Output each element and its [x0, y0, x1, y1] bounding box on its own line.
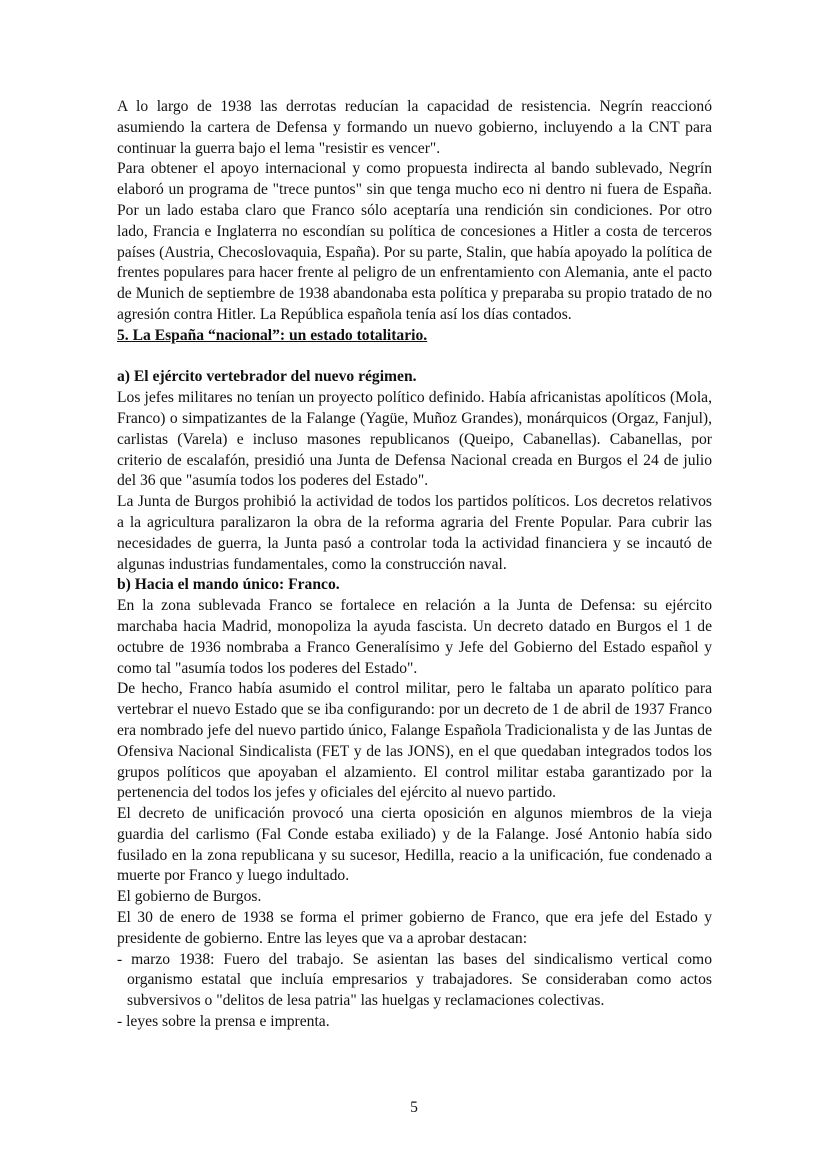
section-spacer — [117, 347, 712, 368]
list-item-fuero-trabajo: - marzo 1938: Fuero del trabajo. Se asientan las bases del sindicalismo vertical como organismo estatal que incluía empresarios y trabajadores. Se consideraban como actos subversivos o "delitos de lesa patria" las huelgas y reclamaciones colectivas. — [117, 950, 712, 1010]
subsection-b-heading: b) Hacia el mando único: Franco. — [117, 576, 340, 594]
list-item-leyes-prensa: - leyes sobre la prensa e imprenta. — [117, 1013, 330, 1031]
paragraph-trece-puntos: Para obtener el apoyo internacional y como propuesta indirecta al bando sublevado, Negrín elaboró un programa de "trece puntos" sin que tenga mucho eco ni dentro ni fuera de España. Por un lado estaba claro que Franco sólo aceptaría una rendición sin condiciones. Por otro lado, Francia e Inglaterra no escondían su política de concesiones a Hitler a costa de terceros países (Austria, Checoslovaquia, España). Por su parte, Stalin, que había apoyado la política de frentes populares para hacer frente al peligro de un enfrentamiento con Alemania, ante el pacto de Munich de septiembre de 1938 abandonaba esta política y preparaba su propio tratado de no agresión contra Hitler. La República española tenía así los días contados. — [117, 160, 712, 323]
section-heading: 5. La España “nacional”: un estado totalitario. — [117, 326, 428, 344]
document-page — [117, 97, 712, 1033]
paragraph-decreto-unificacion: El decreto de unificación provocó una cierta oposición en algunos miembros de la vieja guardia del carlismo (Fal Conde estaba exiliado) y de la Falange. José Antonio había sido fusilado en la zona republicana y su sucesor, Hedilla, reacio a la unificación, fue condenado a muerte por Franco y luego indultado. — [117, 805, 712, 885]
paragraph-junta-burgos: La Junta de Burgos prohibió la actividad de todos los partidos políticos. Los decretos relativos a la agricultura paralizaron la obra de la reforma agraria del Frente Popular. Para cubrir las necesidades de guerra, la Junta pasó a controlar toda la actividad financiera y se incautó de algunas industrias fundamentales, como la construcción naval. — [117, 493, 712, 573]
paragraph-primer-gobierno: El 30 de enero de 1938 se forma el primer gobierno de Franco, que era jefe del Estado y presidente de gobierno. Entre las leyes que va a aprobar destacan: — [117, 909, 712, 947]
paragraph-jefes-militares: Los jefes militares no tenían un proyecto político definido. Había africanistas apolíticos (Mola, Franco) o simpatizantes de la Falange (Yagüe, Muñoz Grandes), monárquicos (Orgaz, Fanjul), carlistas (Varela) e incluso masones republicanos (Queipo, Cabanellas). Cabanellas, por criterio de escalafón, presidió una Junta de Defensa Nacional creada en Burgos el 24 de julio del 36 que "asumía todos los poderes del Estado". — [117, 389, 712, 490]
paragraph-control-militar: De hecho, Franco había asumido el control militar, pero le faltaba un aparato político para vertebrar el nuevo Estado que se iba configurando: por un decreto de 1 de abril de 1937 Franco era nombrado jefe del nuevo partido único, Falange Española Tradicionalista y de las Juntas de Ofensiva Nacional Sindicalista (FET y de las JONS), en el que quedaban integrados todos los grupos políticos que apoyaban el alzamiento. El control militar estaba garantizado por la pertenencia del todos los jefes y oficiales del ejército al nuevo partido. — [117, 680, 712, 802]
paragraph-gobierno-burgos-title: El gobierno de Burgos. — [117, 888, 262, 906]
paragraph-derrotas-1938: A lo largo de 1938 las derrotas reducían la capacidad de resistencia. Negrín reaccionó asumiendo la cartera de Defensa y formando un nuevo gobierno, incluyendo a la CNT para continuar la guerra bajo el lema "resistir es vencer". — [117, 98, 712, 157]
subsection-a-heading: a) El ejército vertebrador del nuevo régimen. — [117, 368, 417, 386]
paragraph-zona-sublevada: En la zona sublevada Franco se fortalece en relación a la Junta de Defensa: su ejército marchaba hacia Madrid, monopoliza la ayuda fascista. Un decreto datado en Burgos el 1 de octubre de 1936 nombraba a Franco Generalísimo y Jefe del Gobierno del Estado español y como tal "asumía todos los poderes del Estado". — [117, 597, 712, 677]
page-number: 5 — [410, 1099, 418, 1116]
